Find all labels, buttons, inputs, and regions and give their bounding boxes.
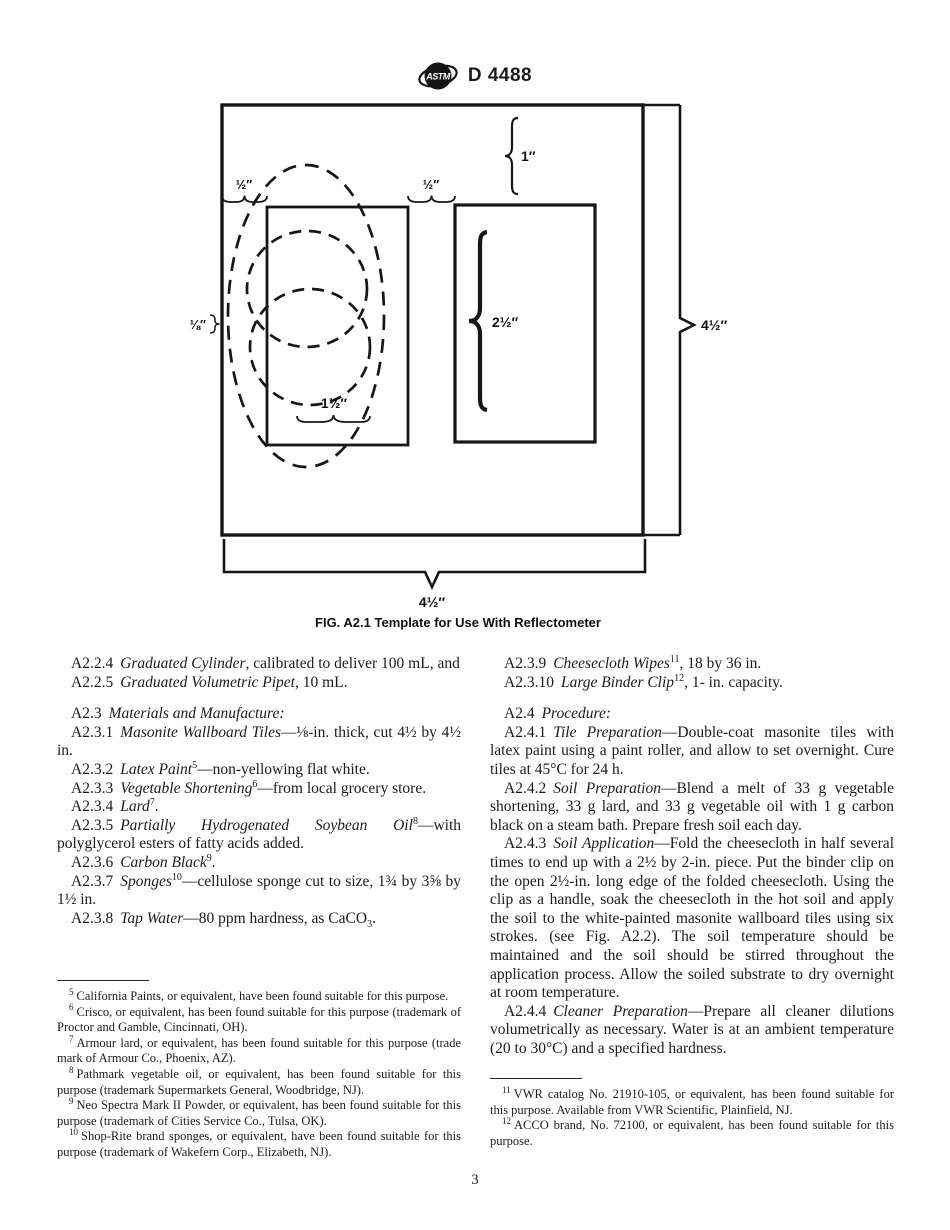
footnote-rule [490,1078,582,1079]
clause-a2-3-4 [57,798,461,817]
footnote-text: Crisco, or equivalent, has been found suitable for this purpose (trademark of Proctor and Gamble, Cincinnati, OH). [57,1004,461,1035]
clause-term: Masonite Wallboard Tiles [120,723,281,741]
page-number: 3 [471,1172,479,1188]
dimension-label-four-half-bottom: 4½″ [418,594,446,610]
clause-a2-4 [490,705,894,724]
two-half-inch-brace [469,232,487,410]
clause-term: Carbon Black [120,853,207,871]
clause-text: . [211,853,216,871]
clause-term: Lard [120,798,150,816]
clause-term: Vegetable Shortening [120,779,253,797]
dimension-label-half-right: ½″ [422,178,440,192]
dashed-circle-upper [247,231,367,347]
footnote-10 [57,1129,461,1160]
clause-term: Materials and Manufacture: [108,705,285,723]
clause-a2-2-5 [57,674,461,693]
clause-term: Tile Preparation [553,723,662,741]
clause-a2-3-6 [57,854,461,873]
clause-a2-4-2 [490,780,894,836]
figure-caption: FIG. A2.1 Template for Use With Reflectometer [315,615,601,630]
footnote-6 [57,1002,461,1036]
footnote-12 [490,1118,894,1149]
clause-term: Soil Preparation [553,779,661,797]
clause-number: A2.3.7 [71,872,114,890]
clause-number: A2.4.4 [504,1002,547,1020]
clause-text: , 18 by 36 in. [679,655,762,672]
footnote-text: Neo Spectra Mark II Powder, or equivalent, has been found suitable for this purpose (trademark of Cities Service Co., Tulsa, OK). [57,1098,461,1128]
clause-text: . [372,909,376,927]
footnote-ref: 11 [669,653,680,665]
figure-a2-1 [180,90,780,638]
clause-text: —from local grocery store. [257,779,427,797]
clause-text: —with polyglycerol esters of fatty acids added. [57,816,461,853]
clause-term: Cheesecloth Wipes [553,655,670,672]
footnote-ref: 7 [149,797,155,808]
half-inch-right-brace [408,196,455,203]
clause-term: Tap Water [120,909,184,927]
clause-number: A2.4 [504,705,535,723]
left-column [57,655,461,928]
footnote-text: Pathmark vegetable oil, or equivalent, has been found suitable for this purpose (trademark Supermarkets General, Woodbridge, NJ). [57,1066,461,1097]
half-inch-left-brace [222,196,267,203]
clause-number: A2.2.5 [71,673,114,691]
dimension-label-half-left: ½″ [235,178,253,192]
footnote-number: 5 [69,986,74,997]
clause-text: —Fold the cheesecloth in half several times to end up with a 2½ by 2-in. piece. Put the binder clip on the open 2½-in. long edge of the folded cheesecloth. Using the clip as a handle, soak the cheesecloth in the hot soil and apply the soil to the white-painted masonite wallboard tiles using six strokes. (see Fig. A2.2). The soil temperature should be maintained and the soil should be stirred throughout the application process. Allow the soiled substrate to dry overnight at room temperature. [490,835,894,1002]
dimension-label-one-half: 1½″ [320,395,348,411]
clause-number: A2.4.2 [504,779,547,797]
clause-term: Latex Paint [120,760,193,778]
clause-number: A2.3.9 [504,655,547,672]
left-footnotes [57,980,461,1161]
clause-number: A2.3.3 [71,779,114,797]
footnote-number: 11 [502,1084,511,1095]
right-footnotes [490,1078,894,1149]
one-inch-brace [505,118,518,194]
width-dimension-bracket [224,539,645,587]
clause-number: A2.3.10 [504,673,554,691]
footnote-ref: 8 [412,815,418,827]
clause-a2-3-7 [57,873,461,910]
clause-number: A2.3.5 [71,816,114,834]
clause-term: Graduated Cylinder [120,655,246,672]
doc-number: D 4488 [467,65,533,86]
footnote-text: VWR catalog No. 21910-105, or equivalent, has been found suitable for this purpose. Available from VWR Scientific, Plainfield, NJ. [490,1087,894,1117]
right-column [490,655,894,1058]
clause-a2-3-3 [57,780,461,799]
footnote-number: 6 [69,1002,74,1013]
footnote-ref: 5 [192,759,198,771]
clause-number: A2.3.2 [71,760,114,778]
footnote-text: Shop-Rite brand sponges, or equivalent, have been found suitable for this purpose (trademark of Wakefern Corp., Elizabeth, NJ). [57,1129,461,1159]
footnote-8 [57,1064,461,1098]
clause-text: . [154,798,159,816]
clause-number: A2.3.8 [71,909,114,927]
one-half-inch-brace [297,415,370,422]
height-dimension-bracket [644,105,694,535]
clause-a2-4-1 [490,724,894,780]
footnote-number: 9 [69,1096,74,1106]
clause-a2-2-4 [57,655,461,674]
dimension-label-two-half: 2½″ [492,314,519,330]
clause-a2-3-5 [57,817,461,854]
clause-text: , calibrated to deliver 100 mL, and [245,655,460,672]
clause-text: —Blend a melt of 33 g vegetable shortening, 33 g lard, and 33 g vegetable oil with 1 g carbon black on a steam bath. Prepare fresh soil each day. [490,779,895,834]
footnote-7 [57,1033,461,1067]
dimension-label-one-inch: 1″ [521,148,536,164]
dimension-label-eighth-inch: ⅛″ [189,318,206,332]
clause-text: , 1- in. capacity. [684,673,783,691]
footnote-9 [57,1098,461,1129]
dimension-label-four-half-right: 4½″ [701,317,728,333]
clause-text: —⅛-in. thick, cut 4½ by 4½ in. [57,723,461,760]
footnote-number: 12 [502,1116,511,1127]
clause-a2-3-2 [57,761,461,780]
footnote-ref: 9 [206,852,212,864]
footnote-ref: 10 [171,871,182,883]
footnote-number: 10 [69,1127,78,1138]
template-diagram [180,90,780,638]
clause-text: —Prepare all cleaner dilutions volumetrically as necessary. Water is at an ambient temperature (20 to 30°C) and a specified hardness. [490,1002,894,1057]
footnote-5 [57,986,461,1005]
clause-text: —Double-coat masonite tiles with latex paint using a paint roller, and allow to set overnight. Cure tiles at 45°C for 24 h. [490,723,894,778]
clause-a2-4-3 [490,835,894,1002]
astm-logo-text: ASTM [426,71,450,82]
eighth-inch-brace [210,315,220,333]
clause-text: —80 ppm hardness, as CaCO [183,909,368,927]
clause-text: , 10 mL. [294,673,348,691]
footnote-ref: 6 [252,778,258,790]
clause-number: A2.3.4 [71,798,114,816]
clause-term: Procedure: [541,705,612,723]
clause-text: —non-yellowing flat white. [197,760,370,778]
clause-number: A2.3.1 [71,723,114,741]
clause-a2-3-8 [57,910,461,929]
clause-term: Sponges [120,872,172,890]
clause-a2-3 [57,705,461,724]
subscript: 3 [367,918,373,930]
footnote-ref: 12 [674,672,685,684]
clause-a2-4-4 [490,1003,894,1059]
footnote-rule [57,980,149,981]
footnote-number: 7 [69,1033,74,1044]
clause-text: —cellulose sponge cut to size, 1¾ by 3⅝ by 1½ in. [57,872,461,909]
clause-number: A2.4.1 [504,723,547,741]
footnote-number: 8 [69,1064,74,1075]
clause-term: Cleaner Preparation [553,1002,688,1020]
clause-a2-3-10 [490,674,894,693]
footnote-text: ACCO brand, No. 72100, or equivalent, has been found suitable for this purpose. [490,1118,894,1148]
clause-a2-3-9 [490,655,894,674]
clause-term: Soil Application [553,835,655,853]
clause-number: A2.3.6 [71,853,114,871]
footnote-11 [490,1084,894,1118]
clause-number: A2.3 [71,705,102,723]
clause-a2-3-1 [57,724,461,761]
footnote-text: Armour lard, or equivalent, has been found suitable for this purpose (trade mark of Armour Co., Phoenix, AZ). [57,1035,461,1066]
clause-number: A2.2.4 [71,655,114,672]
clause-term: Large Binder Clip [560,673,675,691]
clause-term: Graduated Volumetric Pipet [120,673,295,691]
footnote-text: California Paints, or equivalent, have been found suitable for this purpose. [76,989,449,1003]
clause-number: A2.4.3 [504,835,547,853]
clause-term: Partially Hydrogenated Soybean Oil [120,816,413,834]
